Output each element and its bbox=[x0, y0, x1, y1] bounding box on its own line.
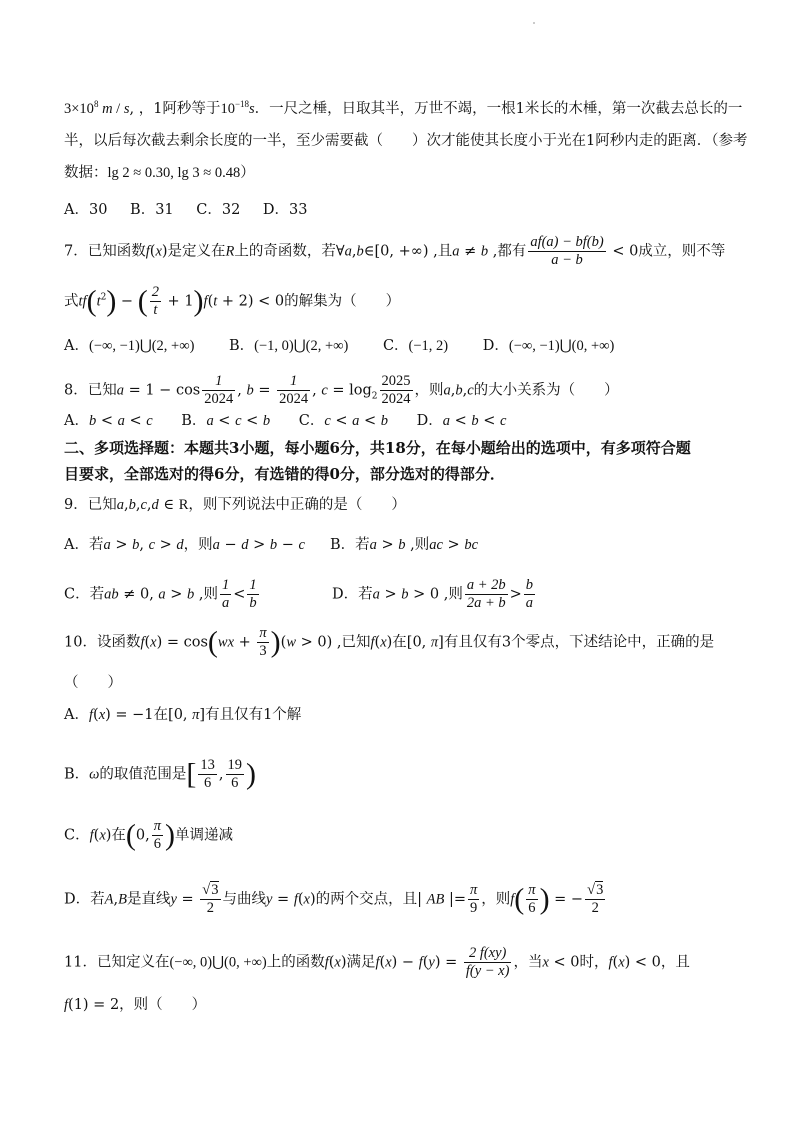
q8-option-c[interactable]: C．c < a < b bbox=[298, 413, 389, 429]
q7-option-b[interactable]: B．(−1, 0)⋃(2, +∞) bbox=[229, 338, 349, 354]
q7-stem: 7．已知函数f(x)是定义在R上的奇函数，若∀a,b∈[0, +∞) ,且a ≠ b ,都有 $\frac{af(a) - bf(b)}{a - b}$ < 0成立，则不等 bbox=[64, 234, 726, 268]
q10-option-d[interactable]: D．若A,B是直线y = $\frac{√3}{2}$ 与曲线y = f(x)的两个交点，且| AB |= $\frac{\pi}{9}$ ，则f( $\frac{\pi}{6}$ ) = − $\frac{√3}{2}$ bbox=[64, 882, 604, 916]
intro-line-2: 半，以后每次截去剩余长度的一半，至少需要截（ ）次才能使其长度小于光在1阿秒内走的距离．（参考 bbox=[64, 133, 748, 149]
q10-option-b[interactable]: B．ω的取值范围是[ $\frac{13}{6}$ , $\frac{19}{6}$ ) bbox=[64, 757, 257, 791]
q10-option-c[interactable]: C．f(x)在(0, $\frac{\pi}{6}$ )单调递减 bbox=[64, 818, 234, 852]
q7-options bbox=[64, 336, 614, 356]
q7-option-a[interactable]: A．(−∞, −1)⋃(2, +∞) bbox=[64, 338, 195, 354]
intro-line-1: $3\times 10^8$ m / s, ，1阿秒等于$10^{-18}s$．一尺之棰，日取其半，万世不竭，一根1米长的木棰，第一次截去总长的一 bbox=[64, 99, 743, 117]
q7-option-d[interactable]: D．(−∞, −1)⋃(0, +∞) bbox=[482, 338, 615, 354]
q8-stem: 8．已知a = 1 − cos $\frac{1}{2024}$ , b = $\frac{1}{2024}$ , $c = \log_2$ $\frac{2025}{2024}$ ，则a,b,c的大小关系为（ ） bbox=[64, 373, 619, 407]
q8-option-a[interactable]: A．b < a < c bbox=[64, 413, 153, 429]
q8-options bbox=[64, 411, 506, 431]
q10-option-a[interactable]: A．f(x) = −1在[0, π]有且仅有1个解 bbox=[64, 707, 302, 723]
q6-options bbox=[64, 200, 308, 220]
q6-option-c[interactable]: C．32 bbox=[196, 202, 241, 218]
q6-option-b[interactable]: B．31 bbox=[130, 202, 174, 218]
q9-option-d[interactable]: D．若a > b > 0 ,则 $\frac{a + 2b}{2a + b}$ > $\frac{b}{a}$ bbox=[332, 577, 534, 611]
q11-stem: 11．已知定义在(−∞, 0)⋃(0, +∞)上的函数f(x)满足f(x) − f(y) = $\frac{2 f(xy)}{f(y - x)}$ ，当x < 0时，f(x) < 0，且 bbox=[64, 945, 690, 979]
q7-inequality: 式$tf(t^2)$ − ( $\frac{2}{t}$ + 1)f(t + 2) < 0的解集为（ ） bbox=[64, 284, 401, 318]
section-2-heading: 二、多项选择题：本题共3小题，每小题6分，共18分，在每小题给出的选项中，有多项符合题 bbox=[64, 439, 691, 457]
q9-option-a[interactable]: A．若a > b, c > d，则a − d > b − c bbox=[64, 537, 305, 553]
section-2-heading-cont: 目要求，全部选对的得6分，有选错的得0分，部分选对的得部分． bbox=[64, 465, 505, 483]
intro-line-3: 数据：lg 2 ≈ 0.30, lg 3 ≈ 0.48） bbox=[64, 165, 255, 181]
q11-condition: f(1) = 2，则（ ） bbox=[64, 997, 207, 1013]
q10-stem: 10．设函数f(x) = cos(wx + $\frac{\pi}{3}$ )(w > 0) ,已知f(x)在[0, π]有且仅有3个零点，下述结论中，正确的是 bbox=[64, 625, 715, 659]
q6-option-a[interactable]: A．30 bbox=[64, 202, 108, 218]
q10-paren: （ ） bbox=[64, 675, 122, 691]
q8-option-d[interactable]: D．a < b < c bbox=[416, 413, 507, 429]
q9-option-c[interactable]: C．若ab ≠ 0, a > b ,则 $\frac{1}{a}$ < $\frac{1}{b}$ bbox=[64, 577, 257, 611]
q7-option-c[interactable]: C．(−1, 2) bbox=[382, 338, 449, 354]
q9-option-b[interactable]: B．若a > b ,则ac > bc bbox=[330, 537, 478, 553]
q9-options-cd bbox=[64, 577, 534, 612]
q9-stem: 9．已知a,b,c,d ∈ R，则下列说法中正确的是（ ） bbox=[64, 497, 406, 513]
scan-dot bbox=[533, 22, 535, 24]
q9-options-ab bbox=[64, 535, 478, 555]
q8-option-b[interactable]: B．a < c < b bbox=[181, 413, 271, 429]
q6-option-d[interactable]: D．33 bbox=[262, 202, 308, 218]
